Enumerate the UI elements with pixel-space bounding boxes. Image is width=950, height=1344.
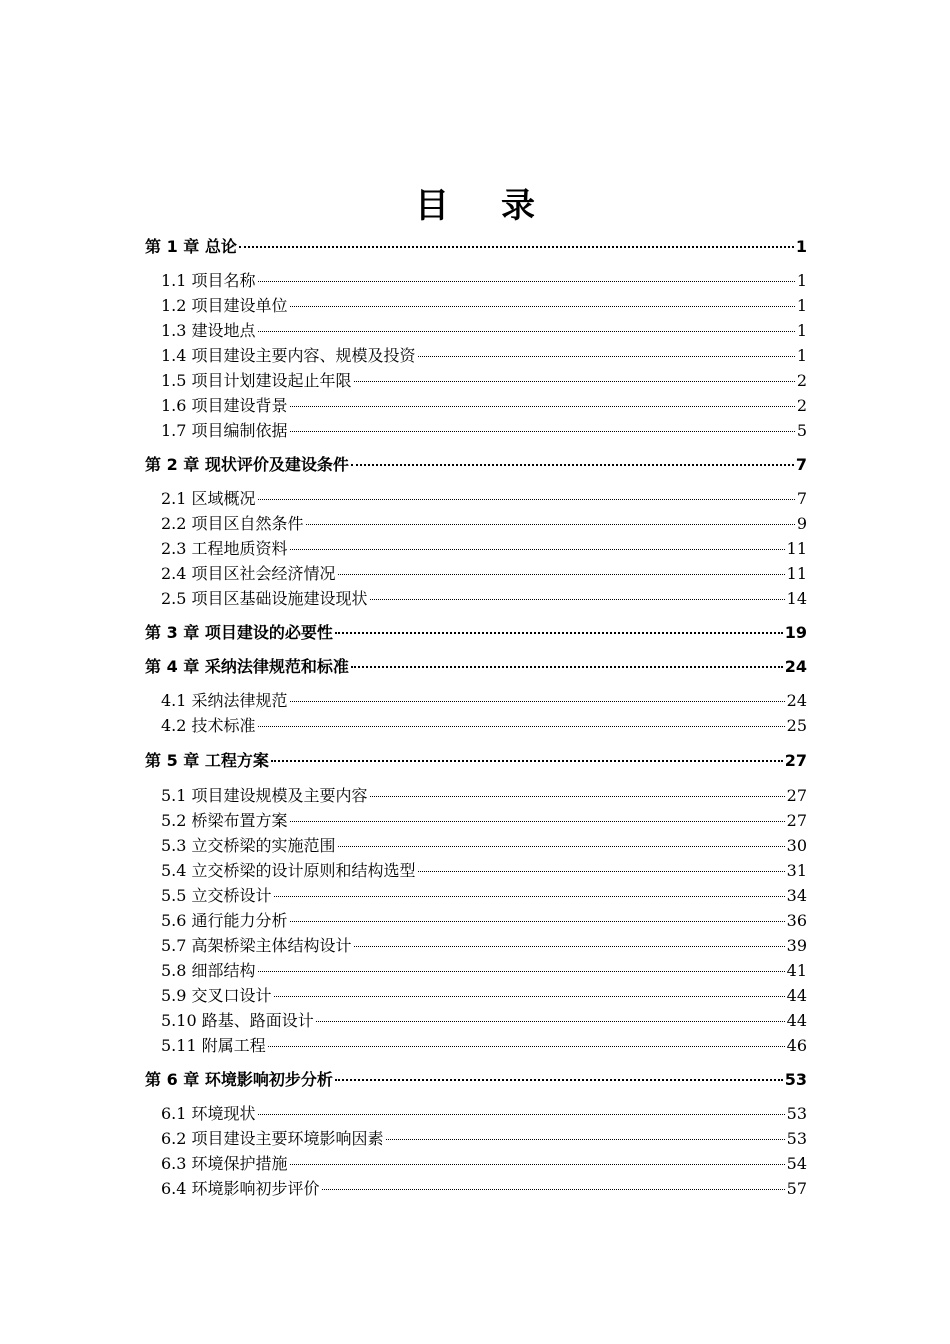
toc-entry-label: 第 5 章 工程方案 [145, 751, 269, 770]
toc-entry-label: 6.3 环境保护措施 [161, 1154, 288, 1173]
toc-entry-label: 5.10 路基、路面设计 [161, 1011, 314, 1030]
dot-leader [418, 871, 785, 872]
toc-page-number: 27 [784, 751, 807, 770]
toc-page-number: 2 [796, 371, 807, 390]
dot-leader [290, 406, 795, 407]
toc-section-entry[interactable] [161, 960, 807, 982]
toc-section-entry[interactable] [161, 1128, 807, 1150]
toc-page-number: 53 [784, 1070, 807, 1089]
toc-page-number: 11 [786, 539, 807, 558]
toc-page-number: 46 [786, 1036, 807, 1055]
toc-page-number: 14 [786, 589, 807, 608]
dot-leader [274, 996, 785, 997]
dot-leader [258, 331, 795, 332]
toc-entry-label: 1.3 建设地点 [161, 321, 256, 340]
toc-entry-label: 2.4 项目区社会经济情况 [161, 564, 336, 583]
toc-title-char-2: 录 [501, 186, 535, 226]
toc-page-number: 11 [786, 564, 807, 583]
dot-leader [290, 1164, 785, 1165]
toc-entry-label: 5.4 立交桥梁的设计原则和结构选型 [161, 861, 416, 880]
dot-leader [268, 1046, 785, 1047]
toc-page-number: 1 [796, 346, 807, 365]
toc-section-entry[interactable] [161, 810, 807, 832]
dot-leader [354, 946, 785, 947]
toc-page-number: 53 [786, 1104, 807, 1123]
toc-entry-label: 5.11 附属工程 [161, 1036, 266, 1055]
toc-section-entry[interactable] [161, 885, 807, 907]
toc-page-number: 31 [786, 861, 807, 880]
dot-leader [335, 632, 783, 634]
toc-section-entry[interactable] [161, 1153, 807, 1175]
dot-leader [258, 499, 795, 500]
toc-entry-label: 5.7 高架桥梁主体结构设计 [161, 936, 352, 955]
toc-entry-label: 1.5 项目计划建设起止年限 [161, 371, 352, 390]
dot-leader [258, 971, 785, 972]
toc-chapter-entry[interactable] [145, 1069, 807, 1091]
toc-page-number: 34 [786, 886, 807, 905]
toc-page-number: 5 [796, 421, 807, 440]
toc-entry-label: 5.1 项目建设规模及主要内容 [161, 786, 368, 805]
toc-page-number: 27 [786, 811, 807, 830]
toc-entry-label: 第 4 章 采纳法律规范和标准 [145, 657, 349, 676]
dot-leader [335, 1079, 783, 1081]
dot-leader [386, 1139, 785, 1140]
toc-entry-label: 第 3 章 项目建设的必要性 [145, 623, 333, 642]
toc-page-number: 1 [795, 237, 807, 256]
toc-section-entry[interactable] [161, 715, 807, 737]
dot-leader [290, 549, 785, 550]
toc-page-number: 25 [786, 716, 807, 735]
toc-section-entry[interactable] [161, 690, 807, 712]
toc-entry-label: 5.5 立交桥设计 [161, 886, 272, 905]
toc-page-number: 19 [784, 623, 807, 642]
toc-page-number: 1 [796, 296, 807, 315]
toc-chapter-entry[interactable] [145, 236, 807, 258]
toc-page-number: 41 [786, 961, 807, 980]
toc-entry-label: 6.4 环境影响初步评价 [161, 1179, 320, 1198]
dot-leader [306, 524, 795, 525]
dot-leader [239, 246, 794, 248]
toc-section-entry[interactable] [161, 270, 807, 292]
toc-entry-label: 2.2 项目区自然条件 [161, 514, 304, 533]
toc-page-number: 39 [786, 936, 807, 955]
toc-entry-label: 2.1 区域概况 [161, 489, 256, 508]
toc-title [0, 178, 950, 227]
toc-section-entry[interactable] [161, 395, 807, 417]
dot-leader [316, 1021, 785, 1022]
toc-page-number: 53 [786, 1129, 807, 1148]
dot-leader [271, 760, 783, 762]
toc-section-entry[interactable] [161, 588, 807, 610]
toc-chapter-entry[interactable] [145, 656, 807, 678]
toc-entry-label: 6.2 项目建设主要环境影响因素 [161, 1129, 384, 1148]
toc-page-number: 57 [786, 1179, 807, 1198]
toc-section-entry[interactable] [161, 345, 807, 367]
toc-entry-label: 1.7 项目编制依据 [161, 421, 288, 440]
dot-leader [418, 356, 795, 357]
toc-section-entry[interactable] [161, 860, 807, 882]
toc-page-number: 36 [786, 911, 807, 930]
dot-leader [370, 599, 785, 600]
toc-entry-label: 4.1 采纳法律规范 [161, 691, 288, 710]
toc-section-entry[interactable] [161, 420, 807, 442]
toc-entry-label: 2.5 项目区基础设施建设现状 [161, 589, 368, 608]
dot-leader [370, 796, 785, 797]
toc-page-number: 7 [796, 489, 807, 508]
toc-entry-label: 5.9 交叉口设计 [161, 986, 272, 1005]
toc-chapter-entry[interactable] [145, 622, 807, 644]
dot-leader [338, 846, 785, 847]
toc-page-number: 1 [796, 271, 807, 290]
dot-leader [354, 381, 795, 382]
toc-entry-label: 2.3 工程地质资料 [161, 539, 288, 558]
toc-entry-label: 4.2 技术标准 [161, 716, 256, 735]
toc-entry-label: 第 2 章 现状评价及建设条件 [145, 455, 349, 474]
toc-page-number: 24 [784, 657, 807, 676]
toc-entry-label: 第 1 章 总论 [145, 237, 237, 256]
toc-section-entry[interactable] [161, 295, 807, 317]
toc-section-entry[interactable] [161, 985, 807, 1007]
toc-section-entry[interactable] [161, 1035, 807, 1057]
toc-section-entry[interactable] [161, 538, 807, 560]
toc-section-entry[interactable] [161, 370, 807, 392]
toc-page-number: 9 [796, 514, 807, 533]
toc-section-entry[interactable] [161, 513, 807, 535]
toc-entry-label: 5.8 细部结构 [161, 961, 256, 980]
dot-leader [290, 821, 785, 822]
dot-leader [258, 281, 795, 282]
toc-entry-label: 1.2 项目建设单位 [161, 296, 288, 315]
toc-section-entry[interactable] [161, 1103, 807, 1125]
toc-page-number: 54 [786, 1154, 807, 1173]
dot-leader [338, 574, 785, 575]
dot-leader [274, 896, 785, 897]
toc-entry-label: 6.1 环境现状 [161, 1104, 256, 1123]
toc-entry-label: 5.2 桥梁布置方案 [161, 811, 288, 830]
dot-leader [290, 701, 785, 702]
dot-leader [351, 666, 783, 668]
dot-leader [322, 1189, 785, 1190]
toc-page-number: 2 [796, 396, 807, 415]
toc-entry-label: 第 6 章 环境影响初步分析 [145, 1070, 333, 1089]
toc-section-entry[interactable] [161, 1010, 807, 1032]
toc-section-entry[interactable] [161, 320, 807, 342]
dot-leader [290, 921, 785, 922]
toc-section-entry[interactable] [161, 488, 807, 510]
dot-leader [258, 726, 785, 727]
dot-leader [290, 306, 795, 307]
dot-leader [351, 464, 794, 466]
toc-page-number: 24 [786, 691, 807, 710]
toc-page-number: 30 [786, 836, 807, 855]
toc-section-entry[interactable] [161, 785, 807, 807]
toc-entry-label: 5.3 立交桥梁的实施范围 [161, 836, 336, 855]
toc-entry-label: 1.1 项目名称 [161, 271, 256, 290]
toc-section-entry[interactable] [161, 835, 807, 857]
toc-section-entry[interactable] [161, 563, 807, 585]
toc-section-entry[interactable] [161, 910, 807, 932]
toc-chapter-entry[interactable] [145, 454, 807, 476]
toc-entry-label: 1.6 项目建设背景 [161, 396, 288, 415]
toc-page-number: 1 [796, 321, 807, 340]
toc-section-entry[interactable] [161, 1178, 807, 1200]
toc-entry-label: 5.6 通行能力分析 [161, 911, 288, 930]
toc-page-number: 44 [786, 1011, 807, 1030]
toc-page-number: 7 [795, 455, 807, 474]
dot-leader [258, 1114, 785, 1115]
toc-section-entry[interactable] [161, 935, 807, 957]
toc-chapter-entry[interactable] [145, 750, 807, 772]
toc-entry-label: 1.4 项目建设主要内容、规模及投资 [161, 346, 416, 365]
toc-title-char-1: 目 [415, 186, 449, 226]
dot-leader [290, 431, 795, 432]
toc-page-number: 27 [786, 786, 807, 805]
toc-page-number: 44 [786, 986, 807, 1005]
